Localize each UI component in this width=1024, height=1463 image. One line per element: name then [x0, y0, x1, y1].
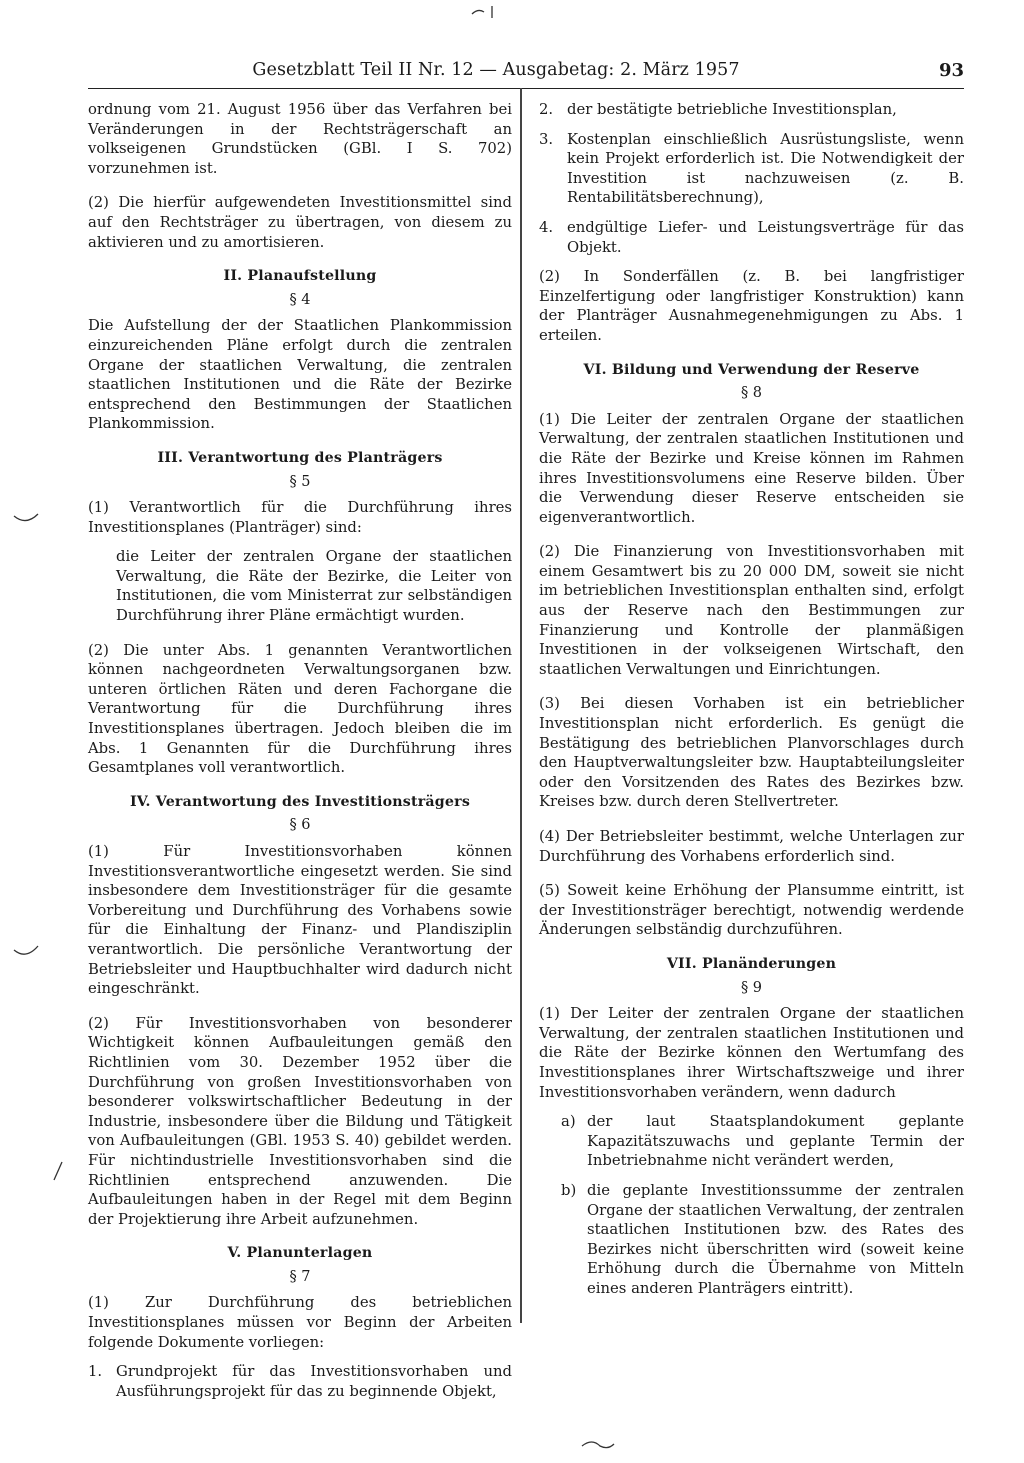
- list-item: [88, 1362, 512, 1401]
- section-heading: IV. Verantwortung des Investitionsträgers: [129, 793, 471, 810]
- list-text: Grundprojekt für das Investitionsvorhaben und Ausführungsprojekt für das zu beginnende Objekt,: [116, 1363, 512, 1400]
- paragraph: (1) Der Leiter der zentralen Organe der staatlichen Verwaltung, der zentralen staatlichen Institutionen und die Räte der Bezirke können den Wertumfang des Investitionsplanes ihrer Wirtschaftszweige und ihrer Investitionsvorhaben verändern, wenn dadurch: [539, 1005, 964, 1101]
- list-item: [539, 1181, 964, 1299]
- paragraph: (2) Für Investitionsvorhaben von besonderer Wichtigkeit können Aufbauleitungen gemäß den Richtlinien vom 30. Dezember 1952 über die Durchführung von großen Investitionsvorhaben von besonderer volkswirtschaftlicher Bedeutung in der Industrie, insbesondere über die Bildung und Tätigkeit von Aufbauleitungen (GBl. 1953 S. 40) gebildet werden. Für nichtindustrielle Investitionsvorhaben sind die Richtlinien entsprechend anzuwenden. Die Aufbauleitungen haben in der Regel mit dem Beginn der Projektierung ihre Arbeit aufzunehmen.: [88, 1014, 512, 1228]
- paragraph-number: § 5: [289, 473, 311, 490]
- list-text: der bestätigte betriebliche Investitionsplan,: [567, 101, 897, 118]
- paragraph: (1) Verantwortlich für die Durchführung ihres Investitionsplanes (Planträger) sind:: [88, 499, 512, 536]
- section-heading: V. Planunterlagen: [227, 1245, 373, 1262]
- scan-mark-top: [470, 4, 500, 20]
- paragraph: (5) Soweit keine Erhöhung der Plansumme eintritt, ist der Investitionsträger berechtigt, notwendig werdende Änderungen selbständig durchzuführen.: [539, 882, 964, 939]
- list-letter: a): [561, 1113, 576, 1131]
- list-item: [539, 130, 964, 208]
- list-item: [539, 1112, 964, 1171]
- scan-mark-bottom: [578, 1436, 618, 1452]
- list-letter: b): [561, 1181, 577, 1199]
- list-text: der laut Staatsplandokument geplante Kapazitätszuwachs und geplante Termin der Inbetriebnahme nicht verändert werden,: [587, 1113, 964, 1170]
- paragraph: (2) Die hierfür aufgewendeten Investitionsmittel sind auf den Rechtsträger zu übertragen, von diesem zu aktivieren und zu amortisieren.: [88, 194, 512, 251]
- page-header: [88, 58, 964, 89]
- list-text: Kostenplan einschließlich Ausrüstungsliste, wenn kein Projekt erforderlich ist. Die Notwendigkeit der Investition ist nachzuweisen (z. B. Rentabilitätsberechnung),: [567, 130, 964, 207]
- indented-paragraph: die Leiter der zentralen Organe der staatlichen Verwaltung, die Räte der Bezirke, die Leiter von Institutionen, die vom Ministerrat zur selbständigen Durchführung ihrer Pläne ermächtigt wurden.: [116, 548, 512, 625]
- list-number: 4.: [539, 218, 554, 236]
- paragraph-number: § 4: [289, 291, 311, 308]
- paragraph: Die Aufstellung der der Staatlichen Plankommission einzureichenden Pläne erfolgt durch die zentralen Organe der staatlichen Verwaltung, die zentralen staatlichen Institutionen und die Räte der Bezirke entsprechend den Bestimmungen der Staatlichen Plankommission.: [88, 317, 512, 433]
- paragraph: (2) In Sonderfällen (z. B. bei langfristiger Einzelfertigung oder langfristiger Konstruktion) kann der Planträger Ausnahmegenehmigungen zu Abs. 1 erteilen.: [539, 268, 964, 344]
- paragraph-number: § 7: [289, 1268, 311, 1285]
- margin-mark-3: [50, 1160, 66, 1182]
- list-number: 2.: [539, 101, 554, 118]
- right-column: [539, 100, 964, 1308]
- section-heading: II. Planaufstellung: [223, 268, 377, 285]
- margin-mark-1: [12, 508, 42, 528]
- paragraph: (2) Die Finanzierung von Investitionsvorhaben mit einem Gesamtwert bis zu 20 000 DM, soweit sie nicht im betrieblichen Investitionsplan enthalten sind, erfolgt aus der Reserve nach den Bestimmungen zur Finanzierung und Kontrolle der planmäßigen Investitionen in der volkseigenen Wirtschaft, den staatlichen Verwaltungen und Einrichtungen.: [539, 543, 964, 678]
- section-heading: III. Verantwortung des Planträgers: [157, 449, 443, 466]
- paragraph: (1) Die Leiter der zentralen Organe der staatlichen Verwaltung, der zentralen staatlichen Institutionen und die Räte der Bezirke und Kreise können im Rahmen ihres Investitionsvolumens eine Reserve bilden. Über die Verwendung dieser Reserve entscheiden sie eigenverantwortlich.: [539, 410, 964, 526]
- page-number: 93: [938, 60, 964, 81]
- paragraph-number: § 6: [289, 817, 311, 834]
- paragraph: (3) Bei diesen Vorhaben ist ein betrieblicher Investitionsplan nicht erforderlich. Es genügt die Bestätigung des betrieblichen Planvorschlages durch den Hauptverwaltungsleiter bzw. Hauptabteilungsleiter oder den Vorsitzenden des Rates des Bezirkes bzw. Kreises bzw. durch deren Stellvertreter.: [539, 695, 964, 811]
- paragraph: (2) Die unter Abs. 1 genannten Verantwortlichen können nachgeordneten Verwaltungsorganen bzw. unteren örtlichen Räten und deren Fachorgane die Verantwortung für die Durchführung ihres Investitionsplanes übertragen. Jedoch bleiben die im Abs. 1 Genannten für die Durchführung ihres Gesamtplanes voll verantwortlich.: [88, 641, 512, 777]
- section-heading: VI. Bildung und Verwendung der Reserve: [583, 361, 920, 378]
- paragraph: (1) Für Investitionsvorhaben können Investitionsverantwortliche eingesetzt werden. Sie sind insbesondere dem Investitionsträger für die gesamte Vorbereitung und Durchführung des Vorhabens sowie für die Einhaltung der Finanz- und Plandisziplin verantwortlich. Die persönliche Verantwortung der Betriebsleiter und Hauptbuchhalter wird dadurch nicht eingeschränkt.: [88, 843, 512, 998]
- list-number: 3.: [539, 130, 554, 148]
- paragraph-number: § 8: [740, 385, 763, 402]
- paragraph-number: § 9: [740, 979, 763, 996]
- margin-mark-2: [12, 940, 42, 960]
- list-item: [539, 218, 964, 257]
- list-text: endgültige Liefer- und Leistungsverträge für das Objekt.: [567, 218, 964, 256]
- left-column: [88, 100, 512, 1411]
- header-title: Gesetzblatt Teil II Nr. 12 — Ausgabetag: 2. März 1957: [252, 60, 740, 80]
- paragraph: ordnung vom 21. August 1956 über das Verfahren bei Veränderungen in der Rechtsträgerschaft an volkseigenen Grundstücken (GBl. I S. 702) vorzunehmen ist.: [88, 101, 512, 177]
- list-number: 1.: [88, 1363, 103, 1381]
- column-divider: [520, 88, 522, 1323]
- list-item: [539, 100, 964, 120]
- paragraph: (4) Der Betriebsleiter bestimmt, welche Unterlagen zur Durchführung des Vorhabens erforderlich sind.: [539, 828, 964, 865]
- list-text: die geplante Investitionssumme der zentralen Organe der staatlichen Verwaltung, der zentralen staatlichen Institutionen bzw. des Rates des Bezirkes nicht überschritten wird (soweit keine Erhöhung durch die Übernahme von Mitteln eines anderen Planträgers eintritt).: [587, 1181, 964, 1297]
- paragraph: (1) Zur Durchführung des betrieblichen Investitionsplanes müssen vor Beginn der Arbeiten folgende Dokumente vorliegen:: [88, 1294, 512, 1351]
- section-heading: VII. Planänderungen: [666, 955, 837, 972]
